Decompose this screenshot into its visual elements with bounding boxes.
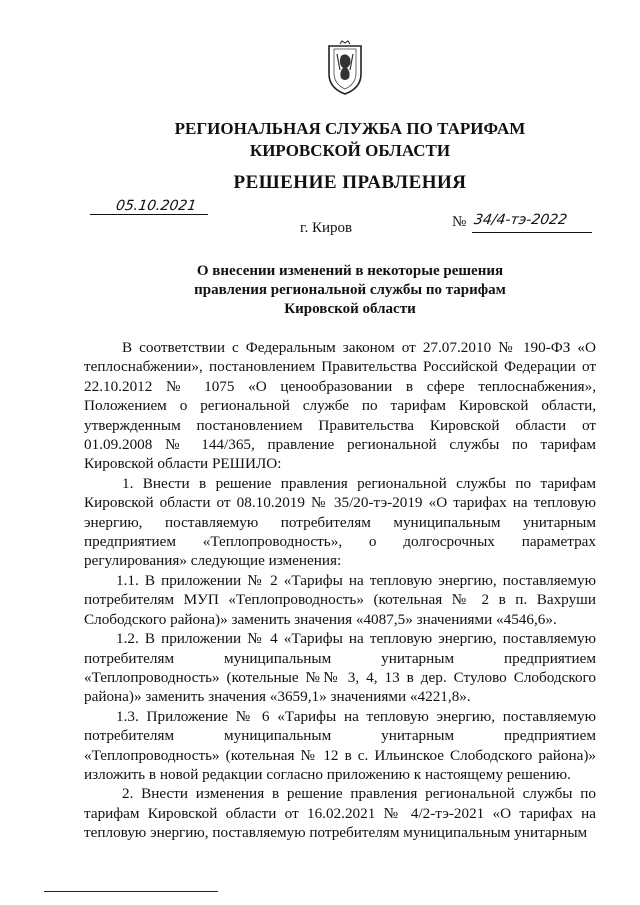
item-1-1-paragraph: 1.1. В приложении № 2 «Тарифы на тепловую энергию, поставляемую потребителям МУП «Теплопроводность» (котельная № 2 в п. Вахруши Слободского района)» заменить значения «4087,5» значениями «4546,6». xyxy=(84,571,596,628)
number-underline xyxy=(472,232,592,233)
preamble-paragraph: В соответствии с Федеральным законом от 27.07.2010 № 190-ФЗ «О теплоснабжении», постановлением Правительства Российской Федерации от 22.10.2012 № 1075 «О ценообразовании в сфере теплоснабжения», Положением о региональной службе по тарифам Кировской области, утвержденным постановлением Правительства Кировской области от 01.09.2008 № 144/365, правление региональной службы по тарифам Кировской области РЕШИЛО: xyxy=(84,339,596,473)
item-2-paragraph: 2. Внести изменения в решение правления региональной службы по тарифам Кировской области от 16.02.2021 № 4/2-тэ-2021 «О тарифах на тепловую энергию, поставляемую потребителям муниципальным унитарным xyxy=(84,785,596,842)
item-1-3-paragraph: 1.3. Приложение № 6 «Тарифы на тепловую энергию, поставляемую потребителям муниципальным унитарным предприятием «Теплопроводность» (котельная № 12 в с. Ильинское Слободского района)» изложить в новой редакции согласно приложению к настоящему решению. xyxy=(84,707,596,783)
decision-number: 34/4-тэ-2022 xyxy=(472,212,569,228)
decision-date: 05.10.2021 xyxy=(114,198,198,214)
organization-name-line2: КИРОВСКОЙ ОБЛАСТИ xyxy=(249,141,451,160)
footer-divider xyxy=(44,891,218,892)
subject-line: О внесении изменений в некоторые решения xyxy=(196,263,504,279)
city-label: г. Киров xyxy=(300,220,353,236)
decision-subject xyxy=(150,262,550,319)
decision-number-field xyxy=(452,212,592,236)
decision-body xyxy=(84,338,596,843)
subject-line: Кировской области xyxy=(284,301,416,317)
item-1-paragraph: 1. Внести в решение правления региональной службы по тарифам Кировской области от 08.10.2019 № 35/20-тэ-2019 «О тарифах на тепловую энергию, поставляемую потребителям муниципальным унитарным предприятием «Теплопроводность», о долгосрочных параметрах регулирования» следующие изменения: xyxy=(84,474,596,570)
document-title: РЕШЕНИЕ ПРАВЛЕНИЯ xyxy=(233,172,467,193)
decision-date-field xyxy=(90,198,208,218)
number-sign: № xyxy=(452,214,467,230)
date-underline xyxy=(90,214,208,215)
coat-of-arms-icon xyxy=(326,40,364,96)
subject-line: правления региональной службы по тарифам xyxy=(194,282,506,298)
organization-name-line1: РЕГИОНАЛЬНАЯ СЛУЖБА ПО ТАРИФАМ xyxy=(174,119,526,138)
item-1-2-paragraph: 1.2. В приложении № 4 «Тарифы на тепловую энергию, поставляемую потребителям муниципальным унитарным предприятием «Теплопроводность» (котельные №№ 3, 4, 13 в дер. Стулово Слободского района)» заменить значения «3659,1» значениями «4221,8». xyxy=(84,630,596,706)
